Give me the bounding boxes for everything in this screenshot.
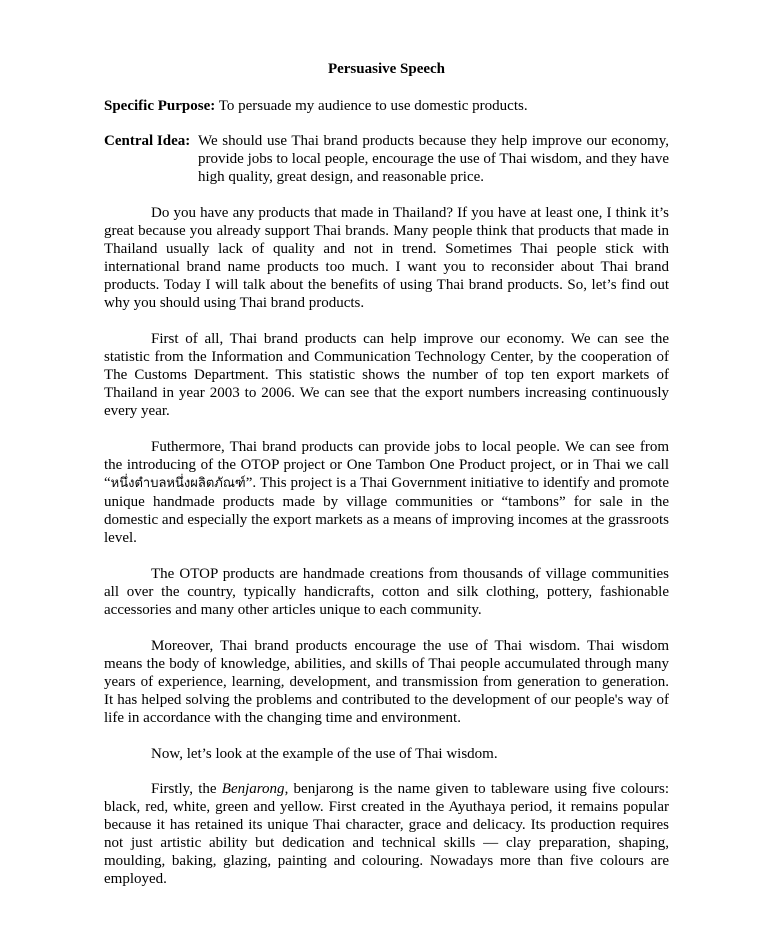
benjarong-text-after: , benjarong is the name given to tableware using five colours: black, red, white, green and yellow. First created in the Ayuthaya period, it remains popular because it has retained its unique Thai character, grace and delicacy. Its production requires not just artistic ability but dedication and technical skills — clay preparation, shaping, moulding, baking, glazing, painting and colouring. Nowadays more than five colours are employed. (104, 781, 670, 887)
paragraph-otop-products: The OTOP products are handmade creations from thousands of village communities all over the country, typically handicrafts, cotton and silk clothing, pottery, fashionable accessories and many other articles unique to each community. (104, 566, 669, 618)
paragraph-intro: Do you have any products that made in Thailand? If you have at least one, I think it’s great because you already support Thai brands. Many people think that products that made in Thailand usually lack of quality and not in trend. Sometimes Thai people stick with international brand name products too much. I want you to reconsider about Thai brand products. Today I will talk about the benefits of using Thai brand products. So, let’s find out why you should using Thai brand products. (104, 205, 669, 311)
paragraph-example-intro: Now, let’s look at the example of the use of Thai wisdom. (151, 746, 498, 762)
benjarong-italic: Benjarong (221, 781, 285, 797)
central-idea-text: We should use Thai brand products because they help improve our economy, provide jobs to local people, encourage the use of Thai wisdom, and they have high quality, great design, and reasonable price. (198, 133, 669, 185)
central-idea-label: Central Idea: (104, 133, 191, 149)
specific-purpose-text: To persuade my audience to use domestic products. (215, 98, 528, 114)
otop-thai-name: หนึ่งตำบลหนึ่งผลิตภัณฑ์ (110, 476, 246, 491)
paragraph-otop-jobs (104, 438, 669, 547)
paragraph-thai-wisdom: Moreover, Thai brand products encourage the use of Thai wisdom. Thai wisdom means the body of knowledge, abilities, and skills of Thai people accumulated through many years of experience, learning, development, and transmission from generation to generation. It has helped solving the problems and contributed to the development of our people's way of life in accordance with the changing time and environment. (104, 638, 669, 726)
specific-purpose (104, 97, 669, 115)
central-idea (104, 132, 669, 186)
paragraph-benjarong (104, 780, 669, 888)
specific-purpose-label: Specific Purpose: (104, 98, 216, 114)
paragraph-economy: First of all, Thai brand products can help improve our economy. We can see the statistic from the Information and Communication Technology Center, by the cooperation of The Customs Department. This statistic shows the number of top ten export markets of Thailand in year 2003 to 2006. We can see that the export numbers increasing continuously every year. (104, 331, 669, 419)
otop-text-after: ”. This project is a Thai Government initiative to identify and promote unique handmade products made by village communities or “tambons” for sale in the domestic and especially the export markets as a means of improving incomes at the grassroots level. (104, 475, 669, 546)
document-title: Persuasive Speech (327, 61, 446, 77)
benjarong-text-before: Firstly, the (151, 781, 222, 797)
otop-text-before: Futhermore, Thai brand products can provide jobs to local people. We can see from the introducing of the OTOP project or One Tambon One Product project, or in Thai we call “ (104, 439, 669, 491)
